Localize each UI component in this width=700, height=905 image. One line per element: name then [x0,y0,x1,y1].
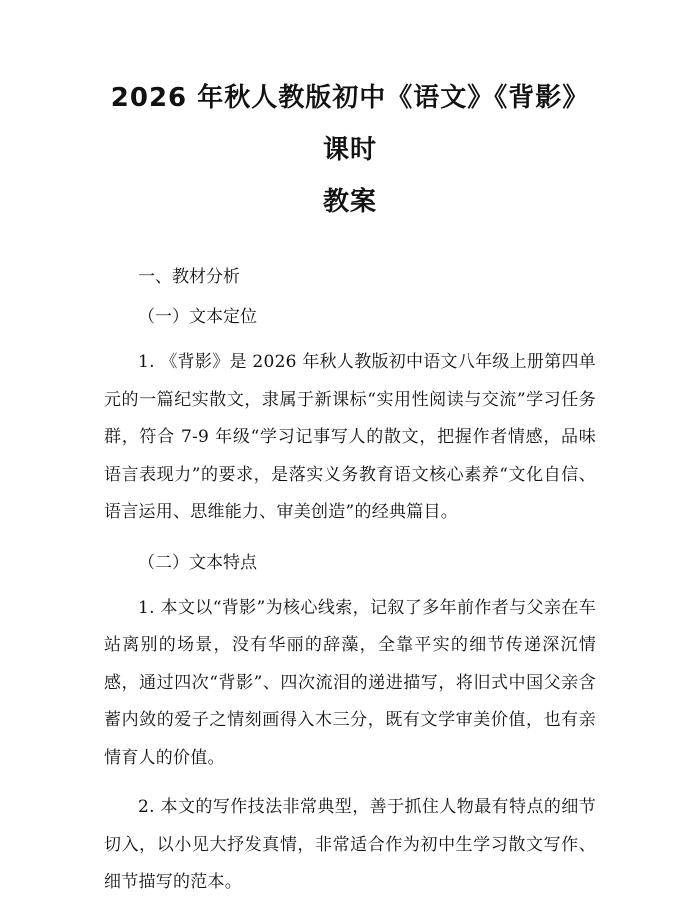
paragraph-text-features-2: 2. 本文的写作技法非常典型，善于抓住人物最有特点的细节切入，以小见大抒发真情，非常适合作为初中生学习散文写作、细节描写的范本。 [104,797,596,892]
paragraph-text-positioning-1: 1. 《背影》是 2026 年秋人教版初中语文八年级上册第四单元的一篇纪实散文，隶属于新课标“实用性阅读与交流”学习任务群，符合 7-9 年级“学习记事写人的散文，把握作者情感，品味语言表现力”的要求，是落实义务教育语文核心素养“文化自信、语言运用、思维能力、审美创造”的经典篇目。 [104,352,596,522]
title-line-1: 2026 年秋人教版初中《语文》《背影》课时 [110,83,590,165]
subsection-heading-text-features: （二）文本特点 [138,552,257,573]
document-title [104,72,596,228]
subsection-heading-text-positioning: （一）文本定位 [138,307,257,327]
paragraph-text-features-1: 1. 本文以“背影”为核心线索，记叙了多年前作者与父亲在车站离别的场景，没有华丽的辞藻，全靠平实的细节传递深沉情感，通过四次“背影”、四次流泪的递进描写，将旧式中国父亲含蓄内敛的爱子之情刻画得入木三分，既有文学审美价值，也有亲情育人的价值。 [104,597,596,768]
section-heading-textbook-analysis: 一、教材分析 [138,267,240,287]
title-line-2: 教案 [322,187,377,217]
